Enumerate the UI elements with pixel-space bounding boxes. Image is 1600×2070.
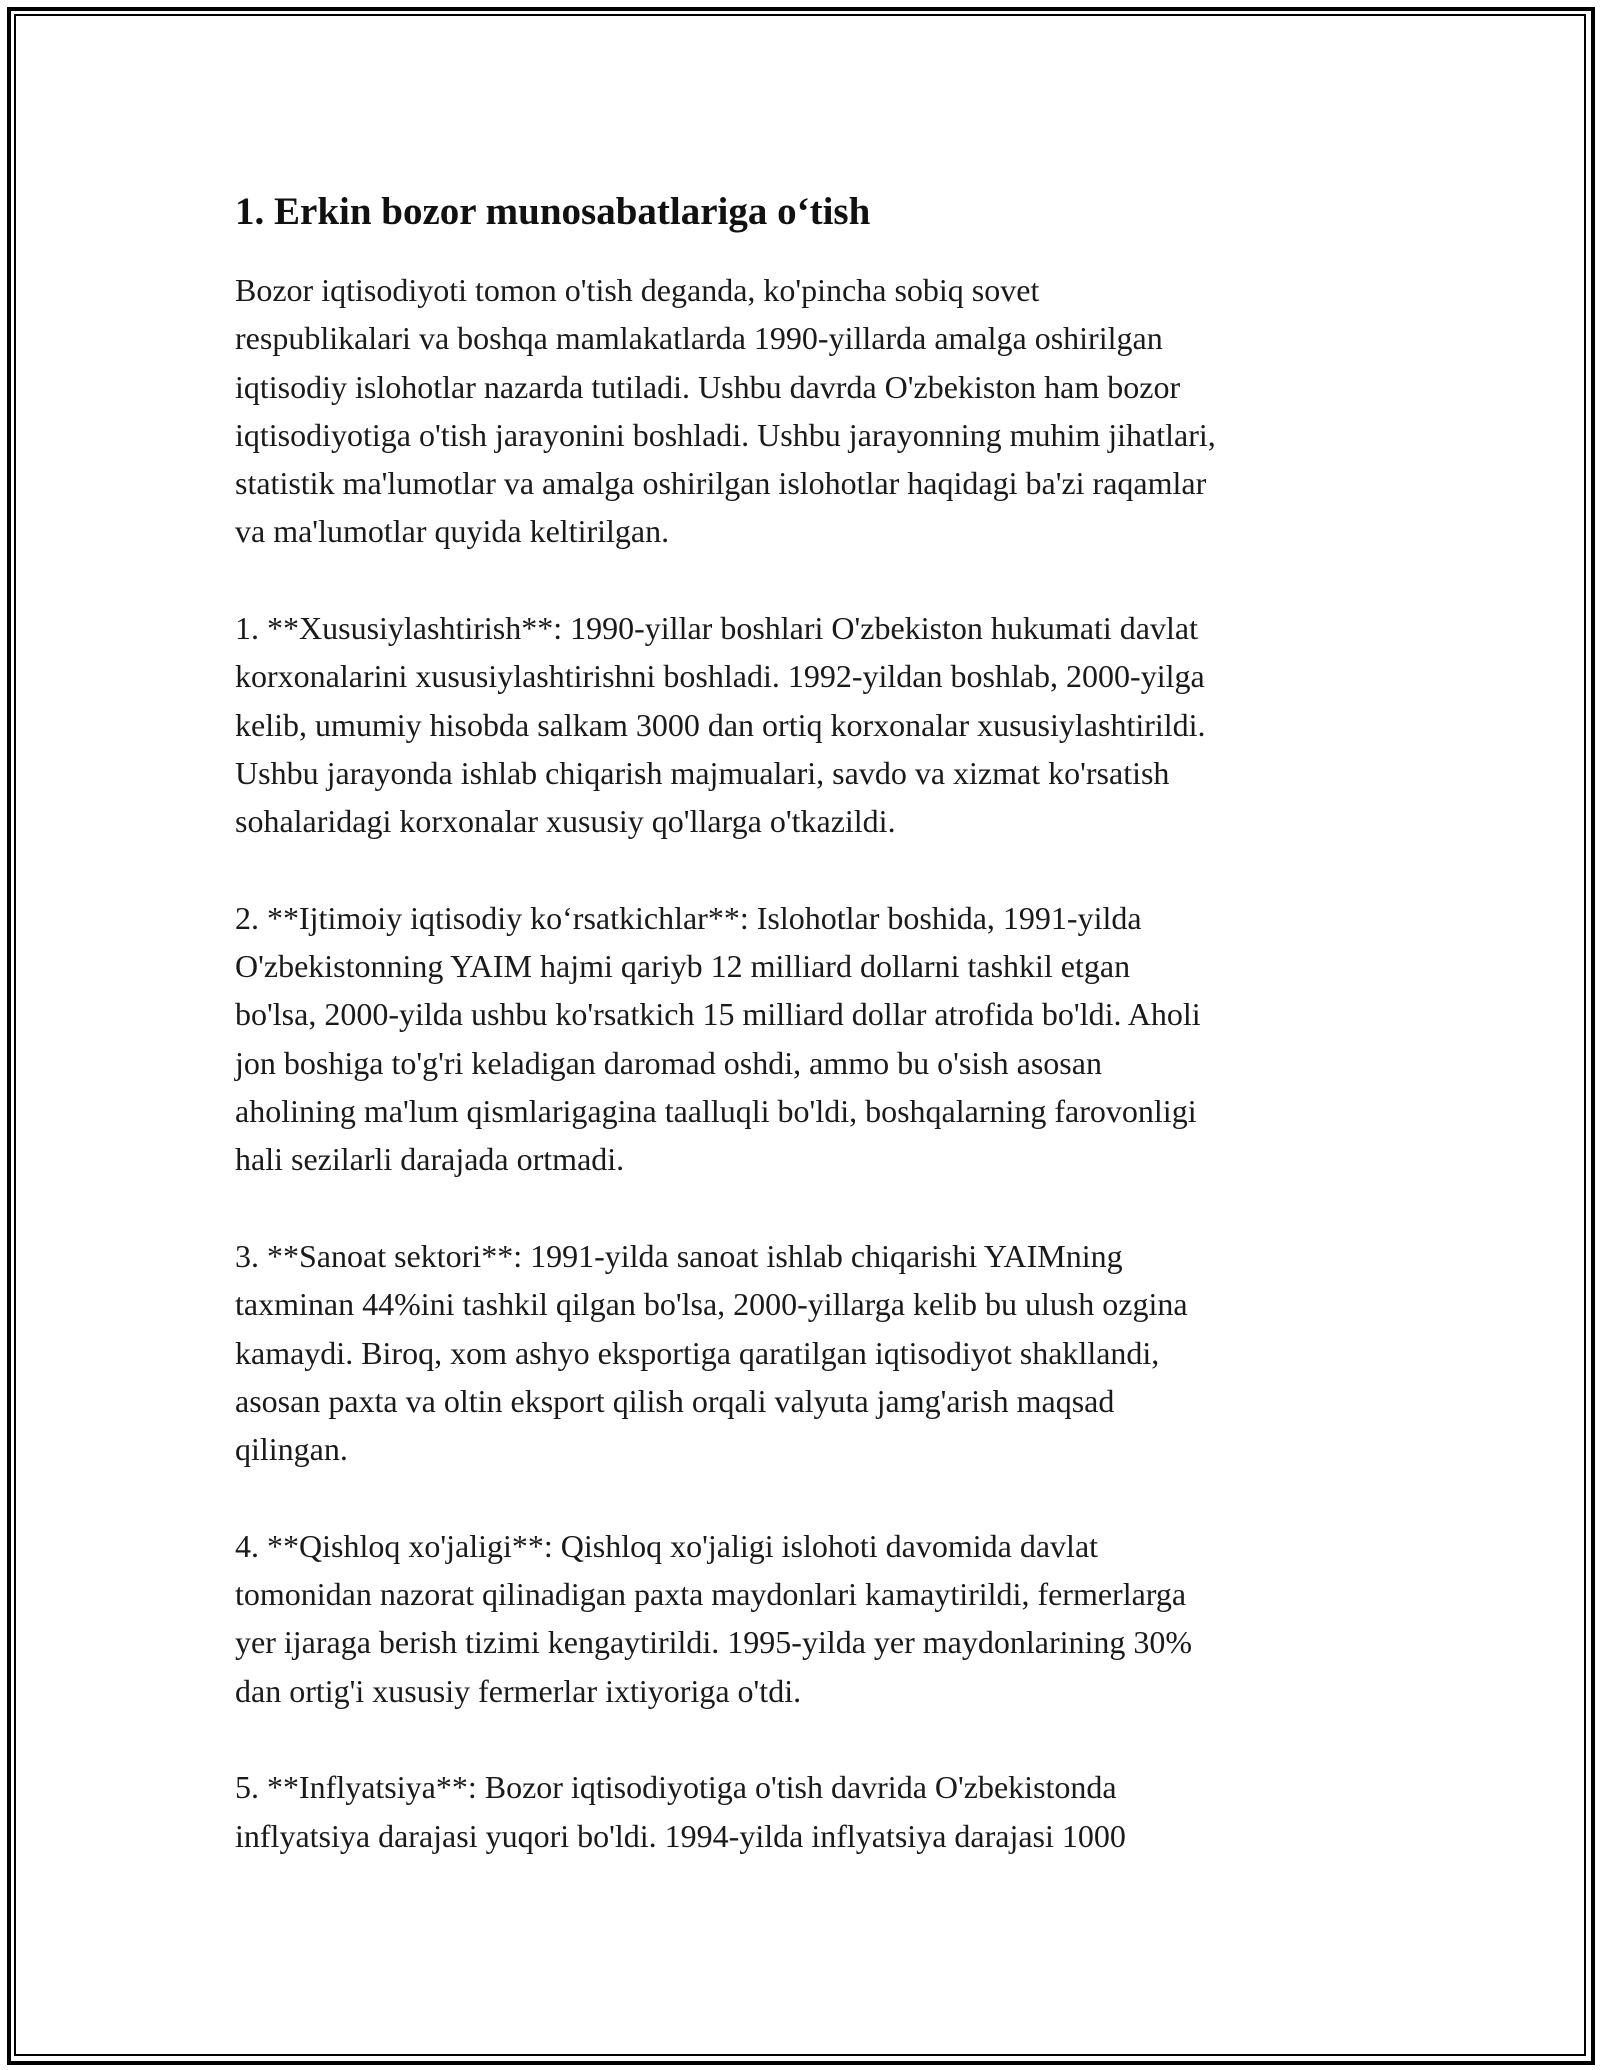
section-heading: 1. Erkin bozor munosabatlariga o‘tish [235,190,871,233]
inflation-paragraph: 5. **Inflyatsiya**: Bozor iqtisodiyotiga o'tish davrida O'zbekistonda inflyatsiya darajasi yuqori bo'ldi. 1994-yilda inflyatsiya darajasi 1000 [235,1769,1126,1854]
industry-paragraph: 3. **Sanoat sektori**: 1991-yilda sanoat ishlab chiqarishi YAIMning taxminan 44%ini tashkil qilgan bo'lsa, 2000-yillarga kelib bu ulush ozgina kamaydi. Biroq, xom ashyo eksportiga qaratilgan iqtisodiyot shakllandi, asosan paxta va oltin eksport qilish orqali valyuta jamg'arish maqsad qilingan. [235,1237,1188,1468]
socioeconomic-paragraph: 2. **Ijtimoiy iqtisodiy ko‘rsatkichlar**: Islohotlar boshida, 1991-yilda O'zbekistonning YAIM hajmi qariyb 12 milliard dollarni tashkil etgan bo'lsa, 2000-yilda ushbu ko'rsatkich 15 milliard dollar atrofida bo'ldi. Aholi jon boshiga to'g'ri keladigan daromad oshdi, ammo bu o'sish asosan aholining ma'lum qismlarigagina taalluqli bo'ldi, boshqalarning farovonligi hali sezilarli darajada ortmadi. [235,899,1201,1178]
agriculture-paragraph: 4. **Qishloq xo'jaligi**: Qishloq xo'jaligi islohoti davomida davlat tomonidan nazorat qilinadigan paxta maydonlari kamaytirildi, fermerlarga yer ijaraga berish tizimi kengaytirildi. 1995-yilda yer maydonlarining 30% dan ortig'i xususiy fermerlar ixtiyoriga o'tdi. [235,1527,1193,1709]
document-body [235,186,1375,1908]
intro-paragraph: Bozor iqtisodiyoti tomon o'tish deganda, ko'pincha sobiq sovet respublikalari va boshqa mamlakatlarda 1990-yillarda amalga oshirilgan iqtisodiy islohotlar nazarda tutiladi. Ushbu davrda O'zbekiston ham bozor iqtisodiyotiga o'tish jarayonini boshladi. Ushbu jarayonning muhim jihatlari, statistik ma'lumotlar va amalga oshirilgan islohotlar haqidagi ba'zi raqamlar va ma'lumotlar quyida keltirilgan. [235,272,1216,550]
privatization-paragraph: 1. **Xususiylashtirish**: 1990-yillar boshlari O'zbekiston hukumati davlat korxonalarini xususiylashtirishni boshladi. 1992-yildan boshlab, 2000-yilga kelib, umumiy hisobda salkam 3000 dan ortiq korxonalar xususiylashtirildi. Ushbu jarayonda ishlab chiqarish majmualari, savdo va xizmat ko'rsatish sohalaridagi korxonalar xususiy qo'llarga o'tkazildi. [235,610,1206,840]
